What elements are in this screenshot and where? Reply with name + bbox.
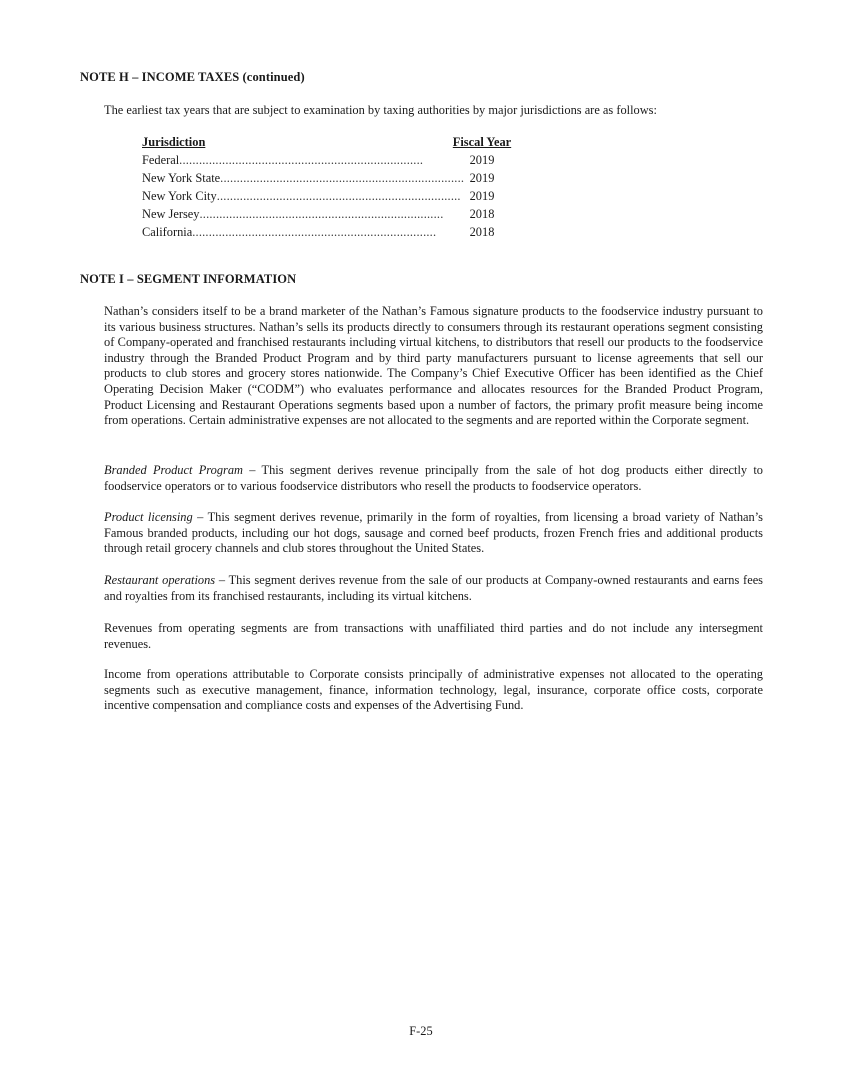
- jurisdiction-cell: Federal..........................................................................: [142, 153, 424, 167]
- fiscal-year-cell: 2019: [469, 153, 495, 167]
- jurisdiction-cell: California..........................................................................: [142, 225, 437, 239]
- table-header-row: [142, 135, 522, 153]
- note-h-intro: The earliest tax years that are subject to examination by taxing authorities by major jurisdictions are as follows:: [104, 103, 657, 117]
- fiscal-year-cell: 2019: [469, 189, 495, 203]
- table-row: [142, 189, 522, 207]
- jurisdiction-cell: New York State..........................................................................: [142, 171, 465, 185]
- table-row: [142, 207, 522, 225]
- table-row: [142, 225, 522, 243]
- restaurant-operations-paragraph: Restaurant operations – This segment derives revenue from the sale of our products at Company-owned restaurants and earns fees and royalties from its franchised restaurants, including its virtual kitchens.: [104, 573, 764, 603]
- jurisdiction-cell: New Jersey..........................................................................: [142, 207, 444, 221]
- note-h-heading: NOTE H – INCOME TAXES (continued): [80, 70, 305, 84]
- note-i-heading: NOTE I – SEGMENT INFORMATION: [80, 272, 297, 286]
- product-licensing-lead: Product licensing: [104, 510, 193, 524]
- jurisdiction-cell: New York City..........................................................................: [142, 189, 461, 203]
- fiscal-year-cell: 2018: [469, 225, 495, 239]
- branded-product-lead: Branded Product Program: [104, 463, 243, 477]
- revenues-paragraph: Revenues from operating segments are from transactions with unaffiliated third parties and do not include any intersegment revenues.: [104, 621, 763, 651]
- page-number: F-25: [409, 1024, 433, 1038]
- restaurant-operations-lead: Restaurant operations: [104, 573, 216, 587]
- table-row: [142, 153, 522, 171]
- tax-jurisdiction-table: [142, 135, 522, 243]
- corporate-paragraph: Income from operations attributable to Corporate consists principally of administrative expenses not allocated to the operating segments such as executive management, finance, information technology, legal, insurance, corporate office costs, corporate incentive compensation and compliance costs and expenses of the Advertising Fund.: [104, 667, 763, 713]
- product-licensing-paragraph: Product licensing – This segment derives revenue, primarily in the form of royalties, from licensing a broad variety of Nathan’s Famous branded products, including our hot dogs, sausage and corned beef products, frozen French fries and additional products through retail grocery channels and club stores throughout the United States.: [104, 510, 763, 556]
- jurisdiction-header: Jurisdiction: [142, 135, 206, 149]
- table-row: [142, 171, 522, 189]
- fiscal-year-header: Fiscal Year: [452, 135, 512, 149]
- segment-overview-paragraph: Nathan’s considers itself to be a brand marketer of the Nathan’s Famous signature products to the foodservice industry pursuant to its various business structures. Nathan’s sells its products directly to consumers through its restaurant operations segment consisting of Company-operated and franchised restaurants including virtual kitchens, to distributors that resell our products to the foodservice industry through the Branded Product Program and by third party manufacturers pursuant to license agreements that sell our products to club stores and grocery stores nationwide. The Company’s Chief Executive Officer has been identified as the Chief Operating Decision Maker (“CODM”) who evaluates performance and allocates resources for the Branded Product Program, Product Licensing and Restaurant Operations segments based upon a number of factors, the primary profit measure being income from operations. Certain administrative expenses are not allocated to the segments and are reported within the Corporate segment.: [104, 304, 763, 428]
- fiscal-year-cell: 2018: [469, 207, 495, 221]
- fiscal-year-cell: 2019: [469, 171, 495, 185]
- branded-product-paragraph: Branded Product Program – This segment derives revenue principally from the sale of hot dog products either directly to foodservice operators or to various foodservice distributors who resell the products to foodservice operators.: [104, 463, 763, 493]
